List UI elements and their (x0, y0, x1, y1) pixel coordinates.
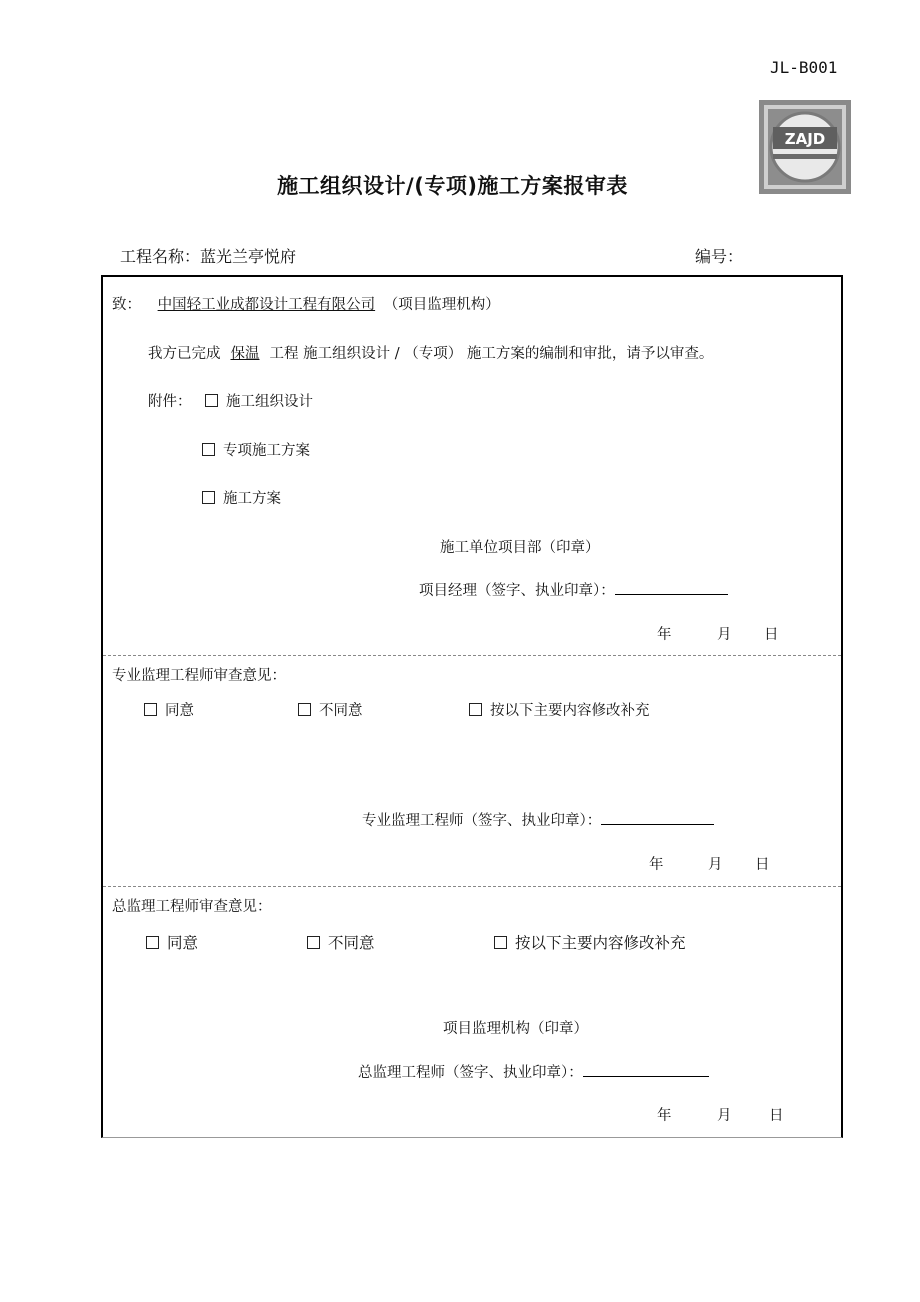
submission-statement: 我方已完成 保温 工程 施工组织设计 / （专项） 施工方案的编制和审批，请予以审查。 (148, 346, 714, 362)
checkbox[interactable] (146, 936, 159, 949)
work-type: 保温 (230, 346, 260, 362)
approval-form (101, 275, 843, 1138)
project-name: 工程名称：蓝光兰亭悦府 (120, 247, 297, 266)
date-line: 年 月 日 (657, 627, 779, 643)
checkbox[interactable] (307, 936, 320, 949)
option-revise[interactable]: 按以下主要内容修改补充 (494, 931, 686, 953)
option-disagree[interactable]: 不同意 (298, 699, 363, 720)
checkbox[interactable] (494, 936, 507, 949)
attachment-item[interactable]: 施工组织设计 (205, 390, 313, 411)
attachment-item[interactable]: 专项施工方案 (202, 439, 310, 460)
option-agree[interactable]: 同意 (146, 931, 198, 953)
signature-blank[interactable] (601, 810, 714, 825)
checkbox[interactable] (144, 703, 157, 716)
form-title: 施工组织设计/(专项)施工方案报审表 (277, 174, 628, 198)
signature-blank[interactable] (583, 1062, 709, 1077)
supervisor-seal-label: 项目监理机构（印章） (443, 1021, 588, 1037)
date-line: 年 月 日 (649, 857, 770, 873)
to-prefix: 致： (112, 297, 141, 313)
option-disagree[interactable]: 不同意 (307, 931, 375, 953)
chief-engineer-signature[interactable]: 总监理工程师（签字、执业印章）： (358, 1061, 709, 1082)
section-divider (103, 655, 841, 656)
date-line: 年 月 日 (657, 1108, 784, 1124)
specialist-review-heading: 专业监理工程师审查意见： (112, 668, 286, 684)
checkbox[interactable] (298, 703, 311, 716)
document-code: JL-B001 (770, 58, 838, 77)
serial-number-label: 编号： (695, 247, 744, 266)
attachment-item[interactable]: 施工方案 (202, 487, 281, 508)
chief-review-heading: 总监理工程师审查意见： (112, 899, 272, 915)
project-manager-signature[interactable]: 项目经理（签字、执业印章）： (419, 579, 728, 600)
checkbox[interactable] (469, 703, 482, 716)
option-revise[interactable]: 按以下主要内容修改补充 (469, 699, 650, 720)
checkbox[interactable] (202, 443, 215, 456)
recipient-line (112, 293, 500, 314)
checkbox[interactable] (202, 491, 215, 504)
section-divider (103, 886, 841, 887)
contractor-seal-label: 施工单位项目部（印章） (440, 540, 600, 556)
option-agree[interactable]: 同意 (144, 699, 194, 720)
specialist-engineer-signature[interactable]: 专业监理工程师（签字、执业印章）： (362, 809, 714, 830)
signature-blank[interactable] (615, 580, 728, 595)
svg-text:ZAJD: ZAJD (784, 130, 826, 148)
supervisor-org: 中国轻工业成都设计工程有限公司 (157, 297, 376, 313)
attachments-label: 附件： (148, 394, 192, 410)
checkbox[interactable] (205, 394, 218, 407)
org-role: （项目监理机构） (383, 297, 500, 313)
